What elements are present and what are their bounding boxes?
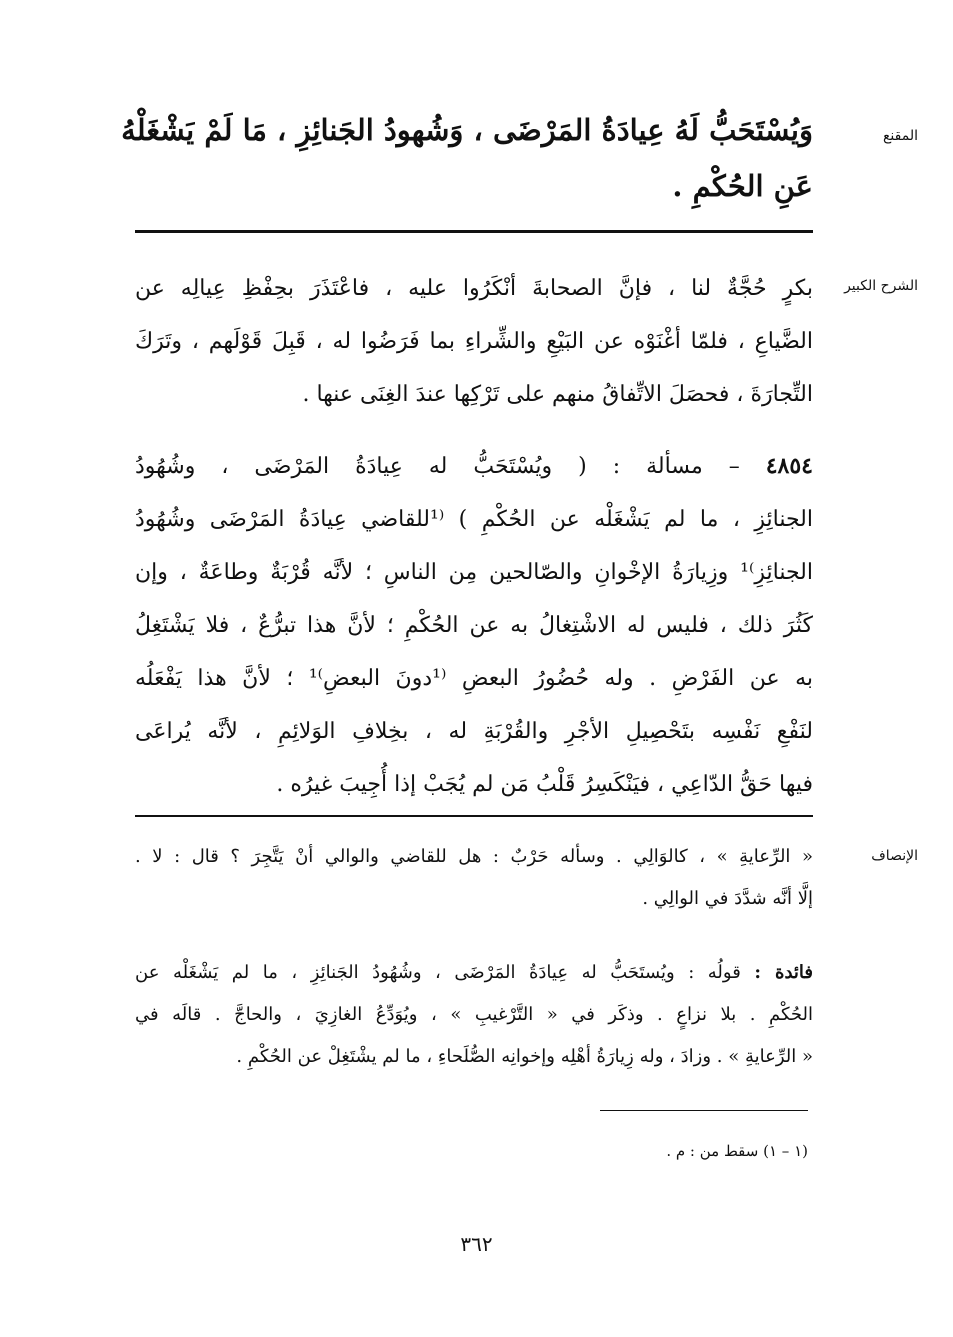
masala-line-3: الجنائِزِ⁾¹ وزِيارَةُ الإخْوانِ والصّالحين مِن الناسِ ؛ لأنَّه قُرْبَةٌ وطاعَةٌ ، وإن	[135, 560, 813, 585]
masala-line-6: لنَفْعِ نَفْسِه بتَحْصِيلِ الأجْرِ والقُرْبَةِ له ، بخِلافِ الوَلائِمِ ، لأنَّه يُراعَى	[135, 719, 813, 744]
sharh-line-2: الضَّياعِ ، فلمّا أغْنَوْه عن البَيْعِ والشِّراءِ بما فَرَضُوا له ، قَبِلَ قَوْلَهم ، وتَرَكَ	[135, 329, 813, 354]
sharh-line-1: بكرٍ حُجَّةٌ لنا ، فإنَّ الصحابةَ أنْكَرُوا عليه ، فاعْتَذَرَ بحِفْظِ عِيالِه عن	[135, 276, 813, 301]
faida-text	[135, 952, 813, 1078]
masala-line-1	[135, 440, 813, 493]
masala-line-5: به عن الفَرْضِ . وله حُضُورُ البعضِ ⁽¹دونَ البعضِ⁾¹ ؛ لأنَّ هذا يَفْعَلُه	[135, 666, 813, 691]
faida-line-2: الحُكْمِ . بلا نزاعٍ . وذكَر في « التَّرْغيبِ » ، ويُوَدِّعُ الغازِيَ ، والحاجَّ . قالَه في	[135, 1004, 813, 1025]
muqni-text	[121, 102, 813, 214]
muqni-line-1: وَيُسْتَحَبُّ لَهُ عِيادَةُ المَرْضَى ، وَشُهودُ الجَنائِزِ ، مَا لَمْ يَشْغَلْهُ	[121, 113, 813, 147]
faida-intro: قولُه : ويُستَحَبُّ له عِيادَةُ المَرْضَى ، وشُهُودُ الجَنائِزِ ، ما لم يَشْغَلْه عن	[135, 962, 741, 983]
page-number: ٣٦٢	[460, 1232, 493, 1256]
insaf-text	[135, 836, 813, 920]
insaf-line-2: إلَّا أنَّه شدَّدَ في الوالِي .	[642, 888, 813, 909]
footnote-divider	[600, 1110, 808, 1111]
faida-label: فائدة :	[754, 962, 813, 983]
muqni-line-2: عَنِ الحُكْمِ .	[672, 169, 813, 203]
muqni-label: المقنع	[882, 128, 918, 144]
masala-line-4: كَثُرَ ذلك ، فليس له الاشْتِغالُ به عن الحُكْمِ ؛ لأنَّ هذا تبرُّعٌ ، فلا يَشْتَغِلُ	[135, 613, 813, 638]
section-divider-thick	[135, 230, 813, 233]
insaf-label: الإنصاف	[871, 848, 918, 864]
masala-line-7: فيها حَقُّ الدّاعِي ، فيَنْكَسِرُ قَلْبُ مَن لم يُجَبْ إذا أُجِيبَ غيرُه .	[276, 772, 813, 797]
faida-line-3: « الرِّعايةِ » . وزادَ ، وله زِيارَةُ أهْلِه وإخوانِه الصُّلَحاءِ ، ما لم يشْتَغِلْ عن الحُكْمِ .	[236, 1046, 813, 1067]
masala-line-2: الجنائِزِ ، ما لم يَشْغَلْه عن الحُكْمِ ) ⁽¹للقاضي عِيادَةُ المَرْضَى وشُهُودُ	[135, 507, 813, 532]
masala-text	[135, 440, 813, 811]
masala-heading: – مسألة : ( ويُسْتَحَبُّ له عِيادَةُ المَرْضَى ، وشُهُودُ	[135, 454, 740, 479]
sharh-line-3: التِّجارَةَ ، فحصَلَ الاتِّفاقُ منهم على تَرْكِها عندَ الغِنَى عنها .	[302, 382, 813, 407]
masala-number: ٤٨٥٤	[765, 453, 813, 479]
sharh-text	[135, 262, 813, 421]
faida-line-1	[135, 952, 813, 994]
insaf-line-1: « الرِّعايةِ » ، كالوَالِي . وسأله حَرْبٌ : هل للقاضي والوالي أنْ يَتَّجِرَ ؟ قال : لا .	[135, 846, 813, 867]
section-divider-thin	[135, 815, 813, 817]
sharh-label: الشرح الكبير	[844, 278, 918, 294]
footnote: (١ – ١) سقط من : م .	[666, 1142, 808, 1160]
